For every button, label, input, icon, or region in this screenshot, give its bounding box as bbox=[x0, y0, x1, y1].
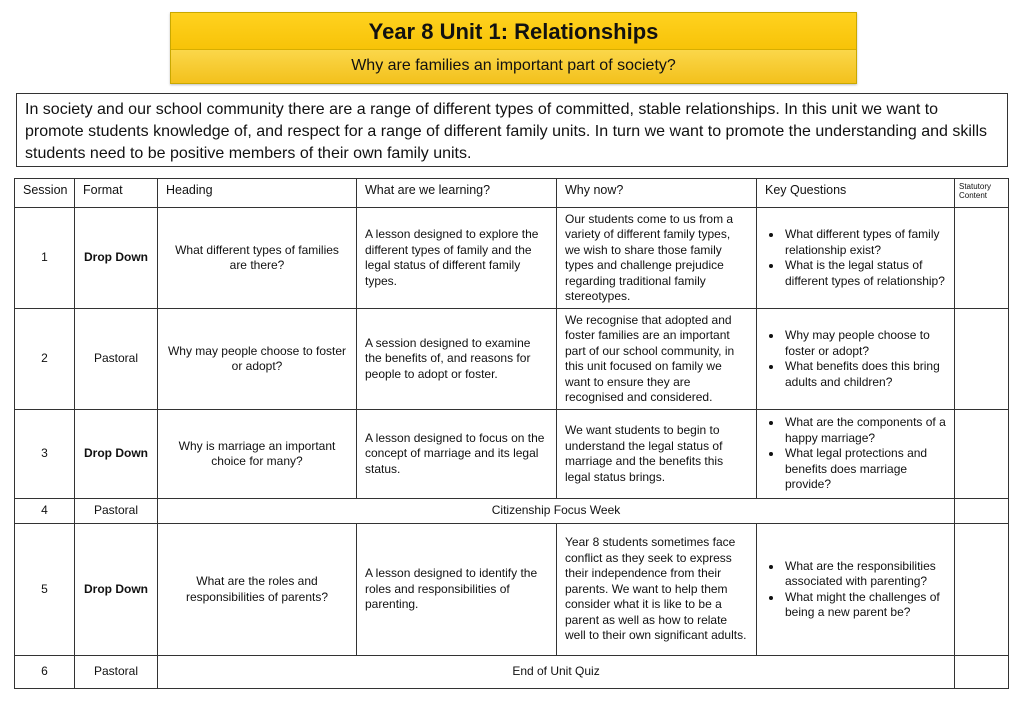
session-number: 3 bbox=[15, 410, 75, 499]
header-why-now: Why now? bbox=[557, 179, 757, 208]
heading-cell: What different types of families are there? bbox=[158, 208, 357, 309]
why-now-cell: Our students come to us from a variety of different family types, we wish to share those family types and challenge prejudice regarding traditional family stereotypes. bbox=[557, 208, 757, 309]
span-cell: Citizenship Focus Week bbox=[158, 499, 955, 524]
table-row bbox=[15, 656, 1009, 689]
why-now-cell: We recognise that adopted and foster families are an important part of our school community, in this unit focused on family we want to ensure they are recognised and considered. bbox=[557, 309, 757, 410]
why-now-cell: Year 8 students sometimes face conflict as they seek to express their independence from their parents. We want to help them consider what it is like to be a parent as well as how to relate well to their own significant adults. bbox=[557, 524, 757, 656]
heading-cell: What are the roles and responsibilities of parents? bbox=[158, 524, 357, 656]
statutory-cell bbox=[955, 524, 1009, 656]
session-number: 6 bbox=[15, 656, 75, 689]
span-cell: End of Unit Quiz bbox=[158, 656, 955, 689]
title-banner bbox=[170, 12, 857, 84]
key-questions-cell bbox=[757, 208, 955, 309]
format-cell: Drop Down bbox=[75, 524, 158, 656]
key-question: • What different types of family relationship exist? bbox=[783, 227, 946, 258]
header-session: Session bbox=[15, 179, 75, 208]
format-cell: Pastoral bbox=[75, 656, 158, 689]
table-row bbox=[15, 309, 1009, 410]
key-question: • Why may people choose to foster or adopt? bbox=[783, 328, 946, 359]
header-heading: Heading bbox=[158, 179, 357, 208]
page-title: Year 8 Unit 1: Relationships bbox=[171, 13, 856, 50]
statutory-cell bbox=[955, 208, 1009, 309]
intro-text: In society and our school community there are a range of different types of committed, stable relationships. In this unit we want to promote students knowledge of, and respect for a range of different family units. In turn we want to promote the understanding and skills students need to be positive members of their own family units. bbox=[16, 93, 1008, 167]
header-learning: What are we learning? bbox=[357, 179, 557, 208]
learning-cell: A lesson designed to explore the different types of family and the legal status of different family types. bbox=[357, 208, 557, 309]
table-header-row bbox=[15, 179, 1009, 208]
unit-plan-table bbox=[14, 178, 1009, 689]
key-question: • What legal protections and benefits does marriage provide? bbox=[783, 446, 946, 493]
learning-cell: A session designed to examine the benefits of, and reasons for people to adopt or foster. bbox=[357, 309, 557, 410]
heading-cell: Why may people choose to foster or adopt? bbox=[158, 309, 357, 410]
key-question: • What might the challenges of being a new parent be? bbox=[783, 590, 946, 621]
statutory-cell bbox=[955, 410, 1009, 499]
table-row bbox=[15, 208, 1009, 309]
session-number: 4 bbox=[15, 499, 75, 524]
learning-cell: A lesson designed to focus on the concept of marriage and its legal status. bbox=[357, 410, 557, 499]
format-cell: Drop Down bbox=[75, 208, 158, 309]
learning-cell: A lesson designed to identify the roles and responsibilities of parenting. bbox=[357, 524, 557, 656]
format-cell: Pastoral bbox=[75, 499, 158, 524]
page-subtitle: Why are families an important part of society? bbox=[171, 50, 856, 83]
key-questions-cell bbox=[757, 309, 955, 410]
key-questions-cell bbox=[757, 410, 955, 499]
session-number: 5 bbox=[15, 524, 75, 656]
key-questions-cell bbox=[757, 524, 955, 656]
header-key-questions: Key Questions bbox=[757, 179, 955, 208]
session-number: 1 bbox=[15, 208, 75, 309]
key-question: • What is the legal status of different types of relationship? bbox=[783, 258, 946, 289]
key-question: • What benefits does this bring adults and children? bbox=[783, 359, 946, 390]
table-row bbox=[15, 410, 1009, 499]
statutory-cell bbox=[955, 656, 1009, 689]
header-statutory: Statutory Content bbox=[955, 179, 1009, 208]
statutory-cell bbox=[955, 499, 1009, 524]
why-now-cell: We want students to begin to understand the legal status of marriage and the benefits this legal status brings. bbox=[557, 410, 757, 499]
key-question: • What are the responsibilities associated with parenting? bbox=[783, 559, 946, 590]
heading-cell: Why is marriage an important choice for many? bbox=[158, 410, 357, 499]
table-row bbox=[15, 524, 1009, 656]
header-format: Format bbox=[75, 179, 158, 208]
format-cell: Pastoral bbox=[75, 309, 158, 410]
statutory-cell bbox=[955, 309, 1009, 410]
table-row bbox=[15, 499, 1009, 524]
format-cell: Drop Down bbox=[75, 410, 158, 499]
key-question: • What are the components of a happy marriage? bbox=[783, 415, 946, 446]
session-number: 2 bbox=[15, 309, 75, 410]
